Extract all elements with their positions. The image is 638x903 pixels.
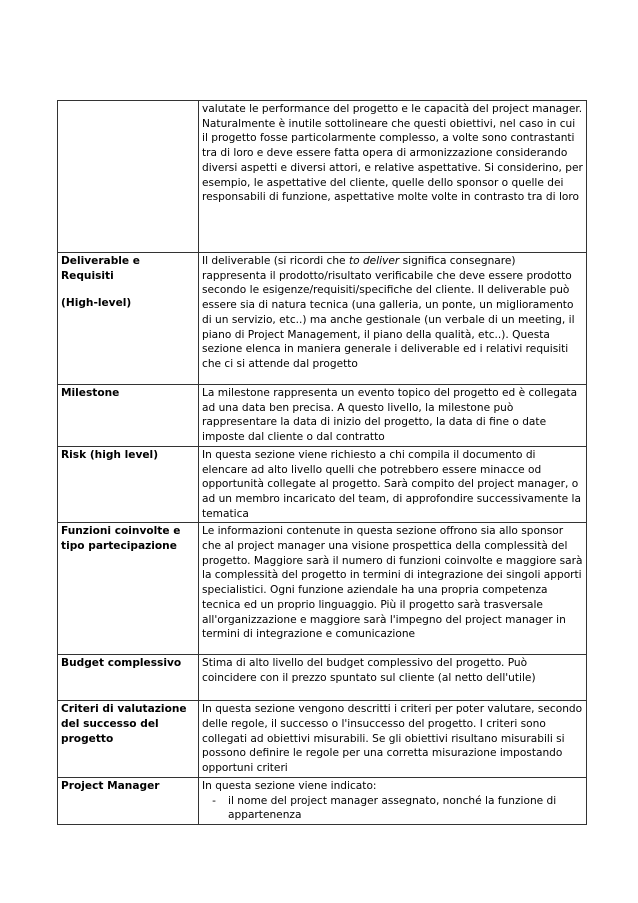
text-part: significa consegnare) rappresenta il prodotto/risultato verificabile che deve essere prodotto secondo le esigenze/requisiti/specifiche del cliente. Il deliverable può essere sia di natura tecnica (una galleria, un ponte, un miglioramento di un servizio, etc..) ma anche gestionale (un verbale di un meeting, il piano di Project Management, il piano della qualità, etc..). Questa sezione elenca in maniera generale i deliverable ed i relativi requisiti che ci si attende dal progetto bbox=[202, 255, 575, 370]
row-text bbox=[199, 777, 587, 824]
table-row bbox=[58, 777, 587, 824]
document-table bbox=[57, 100, 587, 825]
row-label-risk: Risk (high level) bbox=[58, 446, 199, 523]
dash-marker: - bbox=[212, 794, 216, 807]
row-label-empty bbox=[58, 101, 199, 253]
table-row bbox=[58, 523, 587, 655]
label-line: Requisiti bbox=[61, 269, 114, 282]
list-item-text: il nome del project manager assegnato, nonché la funzione di appartenenza bbox=[228, 794, 557, 822]
row-text: In questa sezione vengono descritti i criteri per poter valutare, secondo delle regole, il successo o l'insuccesso del progetto. I criteri sono collegati ad obiettivi misurabili. Se gli obiettivi risultano misurabili si possono definire le regole per una corretta misurazione impostando opportuni criteri bbox=[199, 701, 587, 778]
row-text: Le informazioni contenute in questa sezione offrono sia allo sponsor che al project manager una visione prospettica della complessità del progetto. Maggiore sarà il numero di funzioni coinvolte e maggiore sarà la complessità del progetto in termini di integrazione dei singoli apporti specialistici. Ogni funzione aziendale ha una propria competenza tecnica ed un proprio linguaggio. Più il progetto sarà trasversale all'organizzazione e maggiore sarà l'impegno del project manager in termini di integrazione e comunicazione bbox=[199, 523, 587, 655]
row-text: valutate le performance del progetto e le capacità del project manager. Naturalmente è inutile sottolineare che questi obiettivi, nel caso in cui il progetto fosse particolarmente complesso, a volte sono contrastanti tra di loro e deve essere fatta opera di armonizzazione considerando diversi aspetti e diversi attori, e relative aspettative. Si considerino, per esempio, le aspettative del cliente, quelle dello sponsor o quelle dei responsabili di funzione, aspettative molte volte in contrasto tra di loro bbox=[199, 101, 587, 253]
row-label-funzioni: Funzioni coinvolte e tipo partecipazione bbox=[58, 523, 199, 655]
table-row bbox=[58, 101, 587, 253]
row-label-budget: Budget complessivo bbox=[58, 655, 199, 701]
text-intro: In questa sezione viene indicato: bbox=[202, 779, 377, 792]
row-text bbox=[199, 253, 587, 385]
row-label-milestone: Milestone bbox=[58, 385, 199, 447]
text-emphasis: to deliver bbox=[348, 255, 400, 267]
list-item bbox=[202, 794, 583, 823]
table-row bbox=[58, 253, 587, 385]
label-line: (High-level) bbox=[61, 297, 132, 310]
table-row bbox=[58, 385, 587, 447]
row-label-deliverable bbox=[58, 253, 199, 385]
table-row bbox=[58, 701, 587, 778]
row-text: Stima di alto livello del budget complessivo del progetto. Può coincidere con il prezzo spuntato sul cliente (al netto dell'utile) bbox=[199, 655, 587, 701]
row-label-project-manager: Project Manager bbox=[58, 777, 199, 824]
row-label-criteri: Criteri di valutazione del successo del progetto bbox=[58, 701, 199, 778]
text-part: Il deliverable (si ricordi che bbox=[202, 255, 349, 267]
label-line: Deliverable e bbox=[61, 255, 140, 267]
row-text: La milestone rappresenta un evento topico del progetto ed è collegata ad una data ben precisa. A questo livello, la milestone può rappresentare la data di inizio del progetto, la data di fine o date imposte dal cliente o dal contratto bbox=[199, 385, 587, 447]
table-row bbox=[58, 446, 587, 523]
table-row bbox=[58, 655, 587, 701]
row-text: In questa sezione viene richiesto a chi compila il documento di elencare ad alto livello quelli che potrebbero essere minacce od opportunità collegate al progetto. Sarà compito del project manager, o ad un membro incaricato del team, di approfondire successivamente la tematica bbox=[199, 446, 587, 523]
